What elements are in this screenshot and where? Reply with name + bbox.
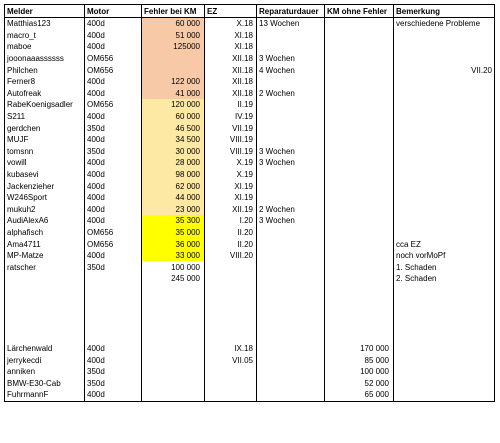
table-row (5, 157, 495, 169)
table-row (5, 343, 495, 355)
cell-melder[interactable] (5, 285, 85, 297)
cell-km-ohne-fehler[interactable] (325, 285, 394, 297)
cell-km-ohne-fehler[interactable] (325, 122, 394, 134)
cell-km-ohne-fehler[interactable] (325, 146, 394, 158)
table-row (5, 88, 495, 100)
cell-motor[interactable]: 400d (85, 389, 142, 401)
cell-reparaturdauer[interactable] (257, 76, 325, 88)
cell-motor[interactable]: OM656 (85, 99, 142, 111)
cell-fehler-km[interactable]: 125000 (142, 41, 205, 53)
cell-bemerkung[interactable] (394, 273, 495, 285)
cell-motor[interactable]: 400d (85, 30, 142, 42)
cell-motor[interactable]: 400d (85, 204, 142, 216)
cell-motor[interactable]: 400d (85, 215, 142, 227)
cell-reparaturdauer[interactable] (257, 319, 325, 331)
table-row (5, 250, 495, 262)
cell-motor[interactable]: OM656 (85, 64, 142, 76)
bemerkung-text: 1. Schaden (396, 262, 437, 272)
table-row (5, 134, 495, 146)
table-row (5, 53, 495, 65)
cell-bemerkung[interactable] (394, 343, 495, 355)
header-reparaturdauer[interactable]: Reparaturdauer (257, 5, 325, 18)
cell-melder[interactable]: MP-Matze (5, 250, 85, 262)
cell-km-ohne-fehler[interactable] (325, 331, 394, 343)
cell-reparaturdauer[interactable] (257, 331, 325, 343)
cell-bemerkung[interactable] (394, 192, 495, 204)
cell-bemerkung[interactable] (394, 30, 495, 42)
cell-motor[interactable]: 350d (85, 146, 142, 158)
cell-fehler-km[interactable]: 41 000 (142, 88, 205, 100)
table-row (5, 296, 495, 308)
cell-fehler-km[interactable]: 98 000 (142, 169, 205, 181)
cell-km-ohne-fehler[interactable] (325, 134, 394, 146)
table-row (5, 377, 495, 389)
cell-motor[interactable]: 350d (85, 122, 142, 134)
cell-bemerkung[interactable] (394, 64, 495, 76)
cell-melder[interactable] (5, 331, 85, 343)
cell-reparaturdauer[interactable] (257, 308, 325, 320)
cell-ez[interactable] (205, 308, 257, 320)
cell-bemerkung[interactable] (394, 319, 495, 331)
cell-km-ohne-fehler[interactable] (325, 180, 394, 192)
cell-km-ohne-fehler[interactable] (325, 99, 394, 111)
cell-km-ohne-fehler[interactable] (325, 111, 394, 123)
table-row (5, 308, 495, 320)
cell-fehler-km[interactable]: 36 000 (142, 238, 205, 250)
cell-bemerkung[interactable] (394, 111, 495, 123)
cell-ez[interactable] (205, 319, 257, 331)
cell-reparaturdauer[interactable] (257, 261, 325, 273)
cell-bemerkung[interactable] (394, 169, 495, 181)
cell-melder[interactable]: macro_t (5, 30, 85, 42)
bemerkung-text: verschiedene Probleme (396, 19, 481, 29)
table-row (5, 215, 495, 227)
cell-ez[interactable]: VIII.20 (205, 250, 257, 262)
cell-ez[interactable] (205, 377, 257, 389)
cell-bemerkung[interactable] (394, 285, 495, 297)
cell-reparaturdauer[interactable] (257, 41, 325, 53)
cell-melder[interactable]: anniken (5, 366, 85, 378)
cell-bemerkung[interactable] (394, 122, 495, 134)
cell-ez[interactable]: II.19 (205, 99, 257, 111)
cell-bemerkung[interactable] (394, 134, 495, 146)
cell-ez[interactable]: XII.18 (205, 76, 257, 88)
cell-motor[interactable]: 350d (85, 377, 142, 389)
header-melder[interactable]: Melder (5, 5, 85, 18)
cell-motor[interactable]: 400d (85, 18, 142, 30)
table-row (5, 111, 495, 123)
cell-km-ohne-fehler[interactable] (325, 308, 394, 320)
cell-melder[interactable]: maboe (5, 41, 85, 53)
cell-melder[interactable]: mukuh2 (5, 204, 85, 216)
cell-reparaturdauer[interactable] (257, 99, 325, 111)
cell-melder[interactable] (5, 273, 85, 285)
cell-fehler-km[interactable] (142, 296, 205, 308)
cell-melder[interactable]: MUJF (5, 134, 85, 146)
header-motor[interactable]: Motor (85, 5, 142, 18)
cell-fehler-km[interactable] (142, 331, 205, 343)
cell-ez[interactable]: XI.18 (205, 30, 257, 42)
cell-melder[interactable]: Autofreak (5, 88, 85, 100)
cell-km-ohne-fehler[interactable] (325, 157, 394, 169)
cell-ez[interactable]: II.20 (205, 227, 257, 239)
cell-bemerkung[interactable] (394, 227, 495, 239)
cell-melder[interactable] (5, 308, 85, 320)
cell-ez[interactable] (205, 331, 257, 343)
cell-ez[interactable]: X.19 (205, 157, 257, 169)
cell-ez[interactable]: X.18 (205, 18, 257, 30)
cell-melder[interactable]: Ama4711 (5, 238, 85, 250)
cell-melder[interactable]: tomsnn (5, 146, 85, 158)
cell-ez[interactable]: XI.18 (205, 41, 257, 53)
cell-melder[interactable]: jerrykecdi (5, 354, 85, 366)
cell-bemerkung[interactable] (394, 53, 495, 65)
cell-reparaturdauer[interactable] (257, 134, 325, 146)
cell-bemerkung[interactable] (394, 18, 495, 30)
cell-fehler-km[interactable]: 23 000 (142, 204, 205, 216)
table-row (5, 366, 495, 378)
cell-motor[interactable]: 400d (85, 343, 142, 355)
cell-reparaturdauer[interactable]: 3 Wochen (257, 157, 325, 169)
cell-bemerkung[interactable] (394, 331, 495, 343)
cell-reparaturdauer[interactable] (257, 111, 325, 123)
cell-melder[interactable]: Jackenzieher (5, 180, 85, 192)
cell-melder[interactable]: alphafisch (5, 227, 85, 239)
cell-motor[interactable]: 400d (85, 180, 142, 192)
cell-reparaturdauer[interactable]: 3 Wochen (257, 215, 325, 227)
cell-fehler-km[interactable]: 62 000 (142, 180, 205, 192)
table-row (5, 204, 495, 216)
cell-km-ohne-fehler[interactable] (325, 215, 394, 227)
cell-ez[interactable]: IX.18 (205, 343, 257, 355)
cell-ez[interactable]: I.20 (205, 215, 257, 227)
table-row (5, 192, 495, 204)
table-row (5, 41, 495, 53)
cell-km-ohne-fehler[interactable] (325, 169, 394, 181)
cell-motor[interactable]: 400d (85, 88, 142, 100)
cell-fehler-km[interactable]: 35 000 (142, 227, 205, 239)
cell-bemerkung[interactable] (394, 180, 495, 192)
cell-melder[interactable]: AudiAlexA6 (5, 215, 85, 227)
cell-km-ohne-fehler[interactable] (325, 88, 394, 100)
cell-motor[interactable]: 400d (85, 192, 142, 204)
cell-fehler-km[interactable]: 120 000 (142, 99, 205, 111)
cell-melder[interactable]: BMW-E30-Cab (5, 377, 85, 389)
table-row (5, 180, 495, 192)
cell-km-ohne-fehler[interactable] (325, 273, 394, 285)
cell-bemerkung[interactable] (394, 99, 495, 111)
cell-bemerkung[interactable] (394, 76, 495, 88)
cell-fehler-km[interactable]: 60 000 (142, 111, 205, 123)
cell-melder[interactable]: vowill (5, 157, 85, 169)
cell-motor[interactable] (85, 296, 142, 308)
cell-fehler-km[interactable] (142, 319, 205, 331)
cell-bemerkung[interactable] (394, 238, 495, 250)
cell-km-ohne-fehler[interactable]: 170 000 (325, 343, 394, 355)
cell-motor[interactable]: OM656 (85, 227, 142, 239)
cell-fehler-km[interactable] (142, 308, 205, 320)
cell-motor[interactable]: 350d (85, 366, 142, 378)
cell-ez[interactable] (205, 273, 257, 285)
cell-bemerkung[interactable] (394, 366, 495, 378)
cell-reparaturdauer[interactable] (257, 192, 325, 204)
cell-bemerkung[interactable] (394, 88, 495, 100)
table-row (5, 285, 495, 297)
cell-reparaturdauer[interactable] (257, 180, 325, 192)
cell-bemerkung[interactable] (394, 354, 495, 366)
cell-reparaturdauer[interactable] (257, 354, 325, 366)
cell-km-ohne-fehler[interactable] (325, 53, 394, 65)
cell-reparaturdauer[interactable] (257, 389, 325, 401)
cell-motor[interactable]: 400d (85, 41, 142, 53)
cell-motor[interactable] (85, 331, 142, 343)
cell-ez[interactable]: XI.19 (205, 180, 257, 192)
cell-fehler-km[interactable]: 34 500 (142, 134, 205, 146)
table-row (5, 331, 495, 343)
cell-ez[interactable]: VII.19 (205, 122, 257, 134)
cell-km-ohne-fehler[interactable] (325, 76, 394, 88)
table-row (5, 99, 495, 111)
cell-ez[interactable]: XII.18 (205, 53, 257, 65)
cell-motor[interactable]: 400d (85, 76, 142, 88)
table-row (5, 76, 495, 88)
cell-motor[interactable] (85, 308, 142, 320)
cell-melder[interactable]: W246Sport (5, 192, 85, 204)
cell-reparaturdauer[interactable] (257, 273, 325, 285)
table-row (5, 227, 495, 239)
cell-motor[interactable]: 400d (85, 134, 142, 146)
cell-melder[interactable]: FuhrmannF (5, 389, 85, 401)
cell-ez[interactable]: XII.19 (205, 204, 257, 216)
table-row (5, 319, 495, 331)
cell-fehler-km[interactable] (142, 354, 205, 366)
cell-motor[interactable] (85, 285, 142, 297)
table-row (5, 389, 495, 401)
cell-motor[interactable]: OM656 (85, 238, 142, 250)
cell-fehler-km[interactable]: 44 000 (142, 192, 205, 204)
table-body (5, 18, 495, 402)
table-row (5, 261, 495, 273)
cell-melder[interactable]: jooonaaassssss (5, 53, 85, 65)
bemerkung-text: 2. Schaden (396, 274, 437, 284)
cell-reparaturdauer[interactable] (257, 238, 325, 250)
cell-km-ohne-fehler[interactable] (325, 204, 394, 216)
cell-melder[interactable]: RabeKoenigsadler (5, 99, 85, 111)
cell-ez[interactable] (205, 261, 257, 273)
cell-reparaturdauer[interactable] (257, 343, 325, 355)
table-row (5, 354, 495, 366)
cell-bemerkung[interactable] (394, 146, 495, 158)
cell-reparaturdauer[interactable] (257, 227, 325, 239)
cell-km-ohne-fehler[interactable] (325, 227, 394, 239)
cell-bemerkung[interactable] (394, 389, 495, 401)
table-row (5, 273, 495, 285)
cell-fehler-km[interactable]: 35 300 (142, 215, 205, 227)
cell-km-ohne-fehler[interactable]: 85 000 (325, 354, 394, 366)
header-row (5, 5, 495, 18)
cell-ez[interactable]: XII.18 (205, 88, 257, 100)
cell-bemerkung[interactable] (394, 250, 495, 262)
cell-ez[interactable]: X.19 (205, 169, 257, 181)
table-row (5, 238, 495, 250)
cell-reparaturdauer[interactable] (257, 296, 325, 308)
cell-fehler-km[interactable]: 122 000 (142, 76, 205, 88)
cell-fehler-km[interactable] (142, 343, 205, 355)
cell-ez[interactable] (205, 366, 257, 378)
cell-ez[interactable]: IV.19 (205, 111, 257, 123)
header-fehler-km[interactable]: Fehler bei KM (142, 5, 205, 18)
cell-reparaturdauer[interactable]: 13 Wochen (257, 18, 325, 30)
cell-motor[interactable]: 400d (85, 157, 142, 169)
cell-km-ohne-fehler[interactable] (325, 296, 394, 308)
cell-reparaturdauer[interactable]: 3 Wochen (257, 53, 325, 65)
cell-fehler-km[interactable] (142, 377, 205, 389)
cell-fehler-km[interactable]: 51 000 (142, 30, 205, 42)
cell-bemerkung[interactable] (394, 204, 495, 216)
cell-reparaturdauer[interactable] (257, 122, 325, 134)
header-bemerkung[interactable]: Bemerkung (394, 5, 495, 18)
cell-motor[interactable]: OM656 (85, 53, 142, 65)
cell-bemerkung[interactable] (394, 215, 495, 227)
cell-fehler-km[interactable]: 46 500 (142, 122, 205, 134)
cell-ez[interactable] (205, 296, 257, 308)
cell-fehler-km[interactable]: 100 000 (142, 261, 205, 273)
cell-ez[interactable]: VIII.19 (205, 134, 257, 146)
cell-melder[interactable] (5, 319, 85, 331)
cell-bemerkung[interactable] (394, 157, 495, 169)
cell-bemerkung[interactable] (394, 377, 495, 389)
cell-reparaturdauer[interactable]: 3 Wochen (257, 146, 325, 158)
cell-reparaturdauer[interactable] (257, 377, 325, 389)
cell-ez[interactable]: VII.05 (205, 354, 257, 366)
cell-fehler-km[interactable] (142, 285, 205, 297)
fault-report-table (4, 4, 495, 402)
cell-fehler-km[interactable] (142, 366, 205, 378)
cell-motor[interactable]: 350d (85, 261, 142, 273)
cell-reparaturdauer[interactable] (257, 30, 325, 42)
cell-ez[interactable]: VIII.19 (205, 146, 257, 158)
bemerkung-text: cca EZ (396, 239, 421, 249)
cell-km-ohne-fehler[interactable] (325, 319, 394, 331)
table-row (5, 64, 495, 76)
cell-melder[interactable]: Ferner8 (5, 76, 85, 88)
cell-km-ohne-fehler[interactable]: 100 000 (325, 366, 394, 378)
cell-melder[interactable]: Matthias123 (5, 18, 85, 30)
cell-fehler-km[interactable]: 245 000 (142, 273, 205, 285)
cell-motor[interactable]: 400d (85, 250, 142, 262)
cell-ez[interactable] (205, 285, 257, 297)
cell-reparaturdauer[interactable] (257, 169, 325, 181)
table-row (5, 122, 495, 134)
cell-fehler-km[interactable] (142, 64, 205, 76)
cell-km-ohne-fehler[interactable] (325, 192, 394, 204)
cell-melder[interactable] (5, 296, 85, 308)
table-row (5, 169, 495, 181)
cell-bemerkung[interactable] (394, 41, 495, 53)
cell-motor[interactable]: 400d (85, 169, 142, 181)
cell-bemerkung[interactable] (394, 261, 495, 273)
cell-fehler-km[interactable]: 33 000 (142, 250, 205, 262)
cell-km-ohne-fehler[interactable] (325, 18, 394, 30)
cell-km-ohne-fehler[interactable]: 52 000 (325, 377, 394, 389)
cell-fehler-km[interactable]: 30 000 (142, 146, 205, 158)
cell-ez[interactable]: II.20 (205, 238, 257, 250)
cell-reparaturdauer[interactable] (257, 285, 325, 297)
cell-melder[interactable]: gerdchen (5, 122, 85, 134)
cell-fehler-km[interactable]: 28 000 (142, 157, 205, 169)
cell-motor[interactable] (85, 319, 142, 331)
cell-reparaturdauer[interactable]: 2 Wochen (257, 88, 325, 100)
cell-melder[interactable]: S211 (5, 111, 85, 123)
cell-melder[interactable]: Philchen (5, 64, 85, 76)
cell-km-ohne-fehler[interactable] (325, 238, 394, 250)
cell-km-ohne-fehler[interactable] (325, 250, 394, 262)
cell-ez[interactable] (205, 389, 257, 401)
cell-reparaturdauer[interactable] (257, 250, 325, 262)
cell-bemerkung[interactable] (394, 308, 495, 320)
header-ez[interactable]: EZ (205, 5, 257, 18)
cell-km-ohne-fehler[interactable] (325, 30, 394, 42)
cell-bemerkung[interactable] (394, 296, 495, 308)
cell-km-ohne-fehler[interactable]: 65 000 (325, 389, 394, 401)
cell-reparaturdauer[interactable]: 4 Wochen (257, 64, 325, 76)
cell-fehler-km[interactable] (142, 389, 205, 401)
cell-melder[interactable]: ratscher (5, 261, 85, 273)
cell-ez[interactable]: XII.18 (205, 64, 257, 76)
cell-motor[interactable]: 400d (85, 354, 142, 366)
cell-ez[interactable]: XI.19 (205, 192, 257, 204)
cell-melder[interactable]: Lärchenwald (5, 343, 85, 355)
cell-km-ohne-fehler[interactable] (325, 41, 394, 53)
cell-km-ohne-fehler[interactable] (325, 64, 394, 76)
cell-fehler-km[interactable] (142, 53, 205, 65)
bemerkung-text: noch vorMoPf (396, 251, 446, 261)
header-km-ohne-fehler[interactable]: KM ohne Fehler (325, 5, 394, 18)
cell-motor[interactable] (85, 273, 142, 285)
bemerkung-date: VII.20 (471, 65, 492, 75)
cell-fehler-km[interactable]: 60 000 (142, 18, 205, 30)
cell-melder[interactable]: kubasevi (5, 169, 85, 181)
cell-motor[interactable]: 400d (85, 111, 142, 123)
table-row (5, 18, 495, 30)
table-row (5, 30, 495, 42)
table-row (5, 146, 495, 158)
cell-reparaturdauer[interactable]: 2 Wochen (257, 204, 325, 216)
cell-km-ohne-fehler[interactable] (325, 261, 394, 273)
cell-reparaturdauer[interactable] (257, 366, 325, 378)
